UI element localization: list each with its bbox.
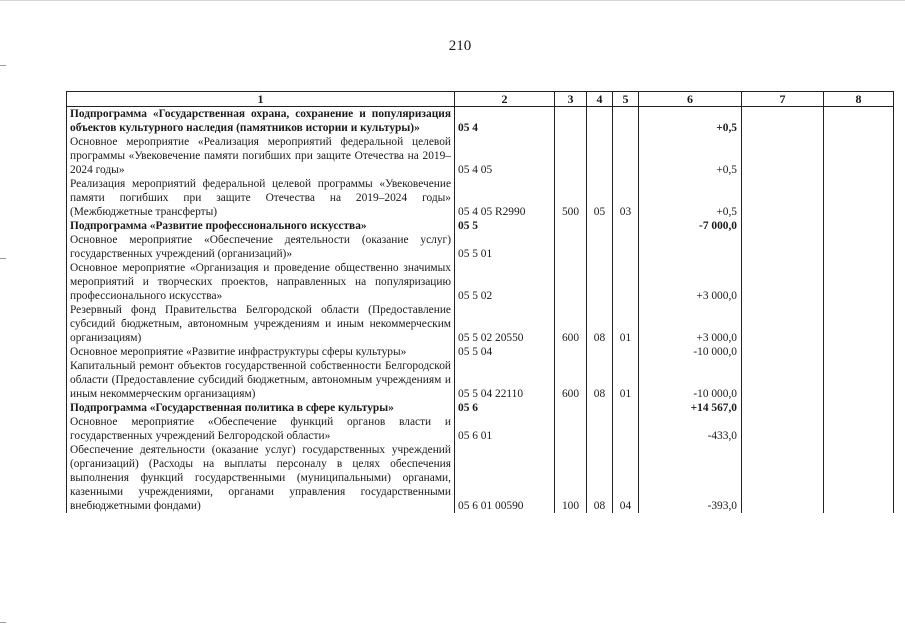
header-col-1: 1 — [67, 92, 455, 107]
row-name-cell: Капитальный ремонт объектов государственной собственности Белгородской области (Предоставление субсидий бюджетным, автономным учреждениям и иным некоммерческим организациям) — [67, 359, 455, 401]
table-row — [67, 261, 894, 303]
row-sum-cell: -10 000,0 — [639, 359, 742, 401]
row-rz-cell — [587, 107, 613, 136]
row-name-cell: Подпрограмма «Развитие профессионального искусства» — [67, 219, 455, 233]
row-pr-cell — [613, 233, 639, 261]
row-code-cell: 05 6 01 — [455, 415, 555, 443]
row-col7-cell — [742, 345, 824, 359]
row-col8-cell — [824, 359, 894, 401]
row-kvr-cell — [555, 345, 587, 359]
row-sum-cell: +0,5 — [639, 135, 742, 177]
row-col8-cell — [824, 415, 894, 443]
row-name-cell: Подпрограмма «Государственная охрана, сохранение и популяризация объектов культурного наследия (памятников истории и культуры)» — [67, 107, 455, 136]
row-rz-cell: 05 — [587, 177, 613, 219]
row-kvr-cell — [555, 233, 587, 261]
row-code-cell: 05 5 04 — [455, 345, 555, 359]
row-code-cell: 05 4 05 R2990 — [455, 177, 555, 219]
row-col8-cell — [824, 443, 894, 513]
row-col7-cell — [742, 177, 824, 219]
row-rz-cell: 08 — [587, 359, 613, 401]
row-col8-cell — [824, 219, 894, 233]
row-sum-cell — [639, 233, 742, 261]
row-pr-cell — [613, 401, 639, 415]
table-row — [67, 177, 894, 219]
table-row — [67, 233, 894, 261]
row-col8-cell — [824, 233, 894, 261]
header-col-5: 5 — [613, 92, 639, 107]
header-col-4: 4 — [587, 92, 613, 107]
budget-table — [66, 91, 894, 513]
row-pr-cell — [613, 219, 639, 233]
row-pr-cell: 01 — [613, 359, 639, 401]
row-sum-cell: +0,5 — [639, 177, 742, 219]
page-number: 210 — [448, 38, 472, 54]
row-name-cell: Основное мероприятие «Развитие инфраструктуры сферы культуры» — [67, 345, 455, 359]
row-col7-cell — [742, 261, 824, 303]
row-name-cell: Обеспечение деятельности (оказание услуг) государственных учреждений (организаций) (Расходы на выплаты персоналу в целях обеспечения выполнения функций государственными (муниципальными) органами, казенными учреждениями, органами управления государственными внебюджетными фондами) — [67, 443, 455, 513]
row-kvr-cell: 500 — [555, 177, 587, 219]
row-sum-cell: +0,5 — [639, 107, 742, 136]
row-pr-cell: 03 — [613, 177, 639, 219]
row-col7-cell — [742, 233, 824, 261]
row-rz-cell — [587, 219, 613, 233]
row-rz-cell: 08 — [587, 443, 613, 513]
row-name-cell: Основное мероприятие «Реализация мероприятий федеральной целевой программы «Увековечение памяти погибших при защите Отечества на 2019–2024 годы» — [67, 135, 455, 177]
header-col-8: 8 — [824, 92, 894, 107]
table-row — [67, 135, 894, 177]
row-sum-cell: -7 000,0 — [639, 219, 742, 233]
row-rz-cell — [587, 345, 613, 359]
row-kvr-cell — [555, 219, 587, 233]
table-header-row — [67, 92, 894, 107]
row-col8-cell — [824, 303, 894, 345]
table-row — [67, 415, 894, 443]
row-name-cell: Основное мероприятие «Обеспечение деятельности (оказание услуг) государственных учреждений (организаций)» — [67, 233, 455, 261]
table-row — [67, 107, 894, 136]
row-code-cell: 05 4 — [455, 107, 555, 136]
row-name-cell: Реализация мероприятий федеральной целевой программы «Увековечение памяти погибших при защите Отечества на 2019–2024 годы» (Межбюджетные трансферты) — [67, 177, 455, 219]
row-sum-cell: +14 567,0 — [639, 401, 742, 415]
row-pr-cell — [613, 345, 639, 359]
row-kvr-cell — [555, 401, 587, 415]
row-rz-cell — [587, 415, 613, 443]
row-code-cell: 05 6 — [455, 401, 555, 415]
row-sum-cell: +3 000,0 — [639, 261, 742, 303]
row-col8-cell — [824, 261, 894, 303]
scan-margin-mark — [0, 622, 6, 623]
scan-top-edge — [0, 0, 905, 1]
row-pr-cell: 04 — [613, 443, 639, 513]
table-row — [67, 443, 894, 513]
row-name-cell: Резервный фонд Правительства Белгородской области (Предоставление субсидий бюджетным, автономным учреждениям и иным некоммерческим организациям) — [67, 303, 455, 345]
table-row — [67, 303, 894, 345]
scan-margin-mark — [0, 65, 6, 66]
row-col7-cell — [742, 303, 824, 345]
header-col-3: 3 — [555, 92, 587, 107]
row-sum-cell: -393,0 — [639, 443, 742, 513]
row-code-cell: 05 5 02 — [455, 261, 555, 303]
row-code-cell: 05 5 02 20550 — [455, 303, 555, 345]
row-col8-cell — [824, 135, 894, 177]
scan-margin-mark — [0, 258, 6, 259]
row-col8-cell — [824, 401, 894, 415]
row-code-cell: 05 6 01 00590 — [455, 443, 555, 513]
header-col-7: 7 — [742, 92, 824, 107]
row-col7-cell — [742, 135, 824, 177]
row-kvr-cell — [555, 415, 587, 443]
table-row — [67, 219, 894, 233]
row-rz-cell: 08 — [587, 303, 613, 345]
table-body — [67, 107, 894, 514]
row-pr-cell: 01 — [613, 303, 639, 345]
row-name-cell: Основное мероприятие «Организация и проведение общественно значимых мероприятий и творческих проектов, направленных на популяризацию профессионального искусства» — [67, 261, 455, 303]
row-col8-cell — [824, 107, 894, 136]
row-kvr-cell: 100 — [555, 443, 587, 513]
row-code-cell: 05 4 05 — [455, 135, 555, 177]
row-pr-cell — [613, 261, 639, 303]
row-col7-cell — [742, 443, 824, 513]
row-col8-cell — [824, 345, 894, 359]
row-name-cell: Основное мероприятие «Обеспечение функций органов власти и государственных учреждений Белгородской области» — [67, 415, 455, 443]
row-rz-cell — [587, 233, 613, 261]
table-row — [67, 401, 894, 415]
row-rz-cell — [587, 401, 613, 415]
row-pr-cell — [613, 415, 639, 443]
table-row — [67, 345, 894, 359]
row-sum-cell: -10 000,0 — [639, 345, 742, 359]
row-sum-cell: -433,0 — [639, 415, 742, 443]
header-col-6: 6 — [639, 92, 742, 107]
row-code-cell: 05 5 01 — [455, 233, 555, 261]
row-pr-cell — [613, 135, 639, 177]
row-col7-cell — [742, 415, 824, 443]
row-col7-cell — [742, 401, 824, 415]
row-name-cell: Подпрограмма «Государственная политика в сфере культуры» — [67, 401, 455, 415]
row-col7-cell — [742, 107, 824, 136]
table-row — [67, 359, 894, 401]
row-code-cell: 05 5 04 22110 — [455, 359, 555, 401]
row-kvr-cell — [555, 107, 587, 136]
row-col8-cell — [824, 177, 894, 219]
header-col-2: 2 — [455, 92, 555, 107]
row-col7-cell — [742, 359, 824, 401]
row-sum-cell: +3 000,0 — [639, 303, 742, 345]
row-kvr-cell — [555, 261, 587, 303]
row-pr-cell — [613, 107, 639, 136]
row-code-cell: 05 5 — [455, 219, 555, 233]
row-col7-cell — [742, 219, 824, 233]
row-rz-cell — [587, 261, 613, 303]
row-kvr-cell: 600 — [555, 359, 587, 401]
row-rz-cell — [587, 135, 613, 177]
row-kvr-cell — [555, 135, 587, 177]
row-kvr-cell: 600 — [555, 303, 587, 345]
